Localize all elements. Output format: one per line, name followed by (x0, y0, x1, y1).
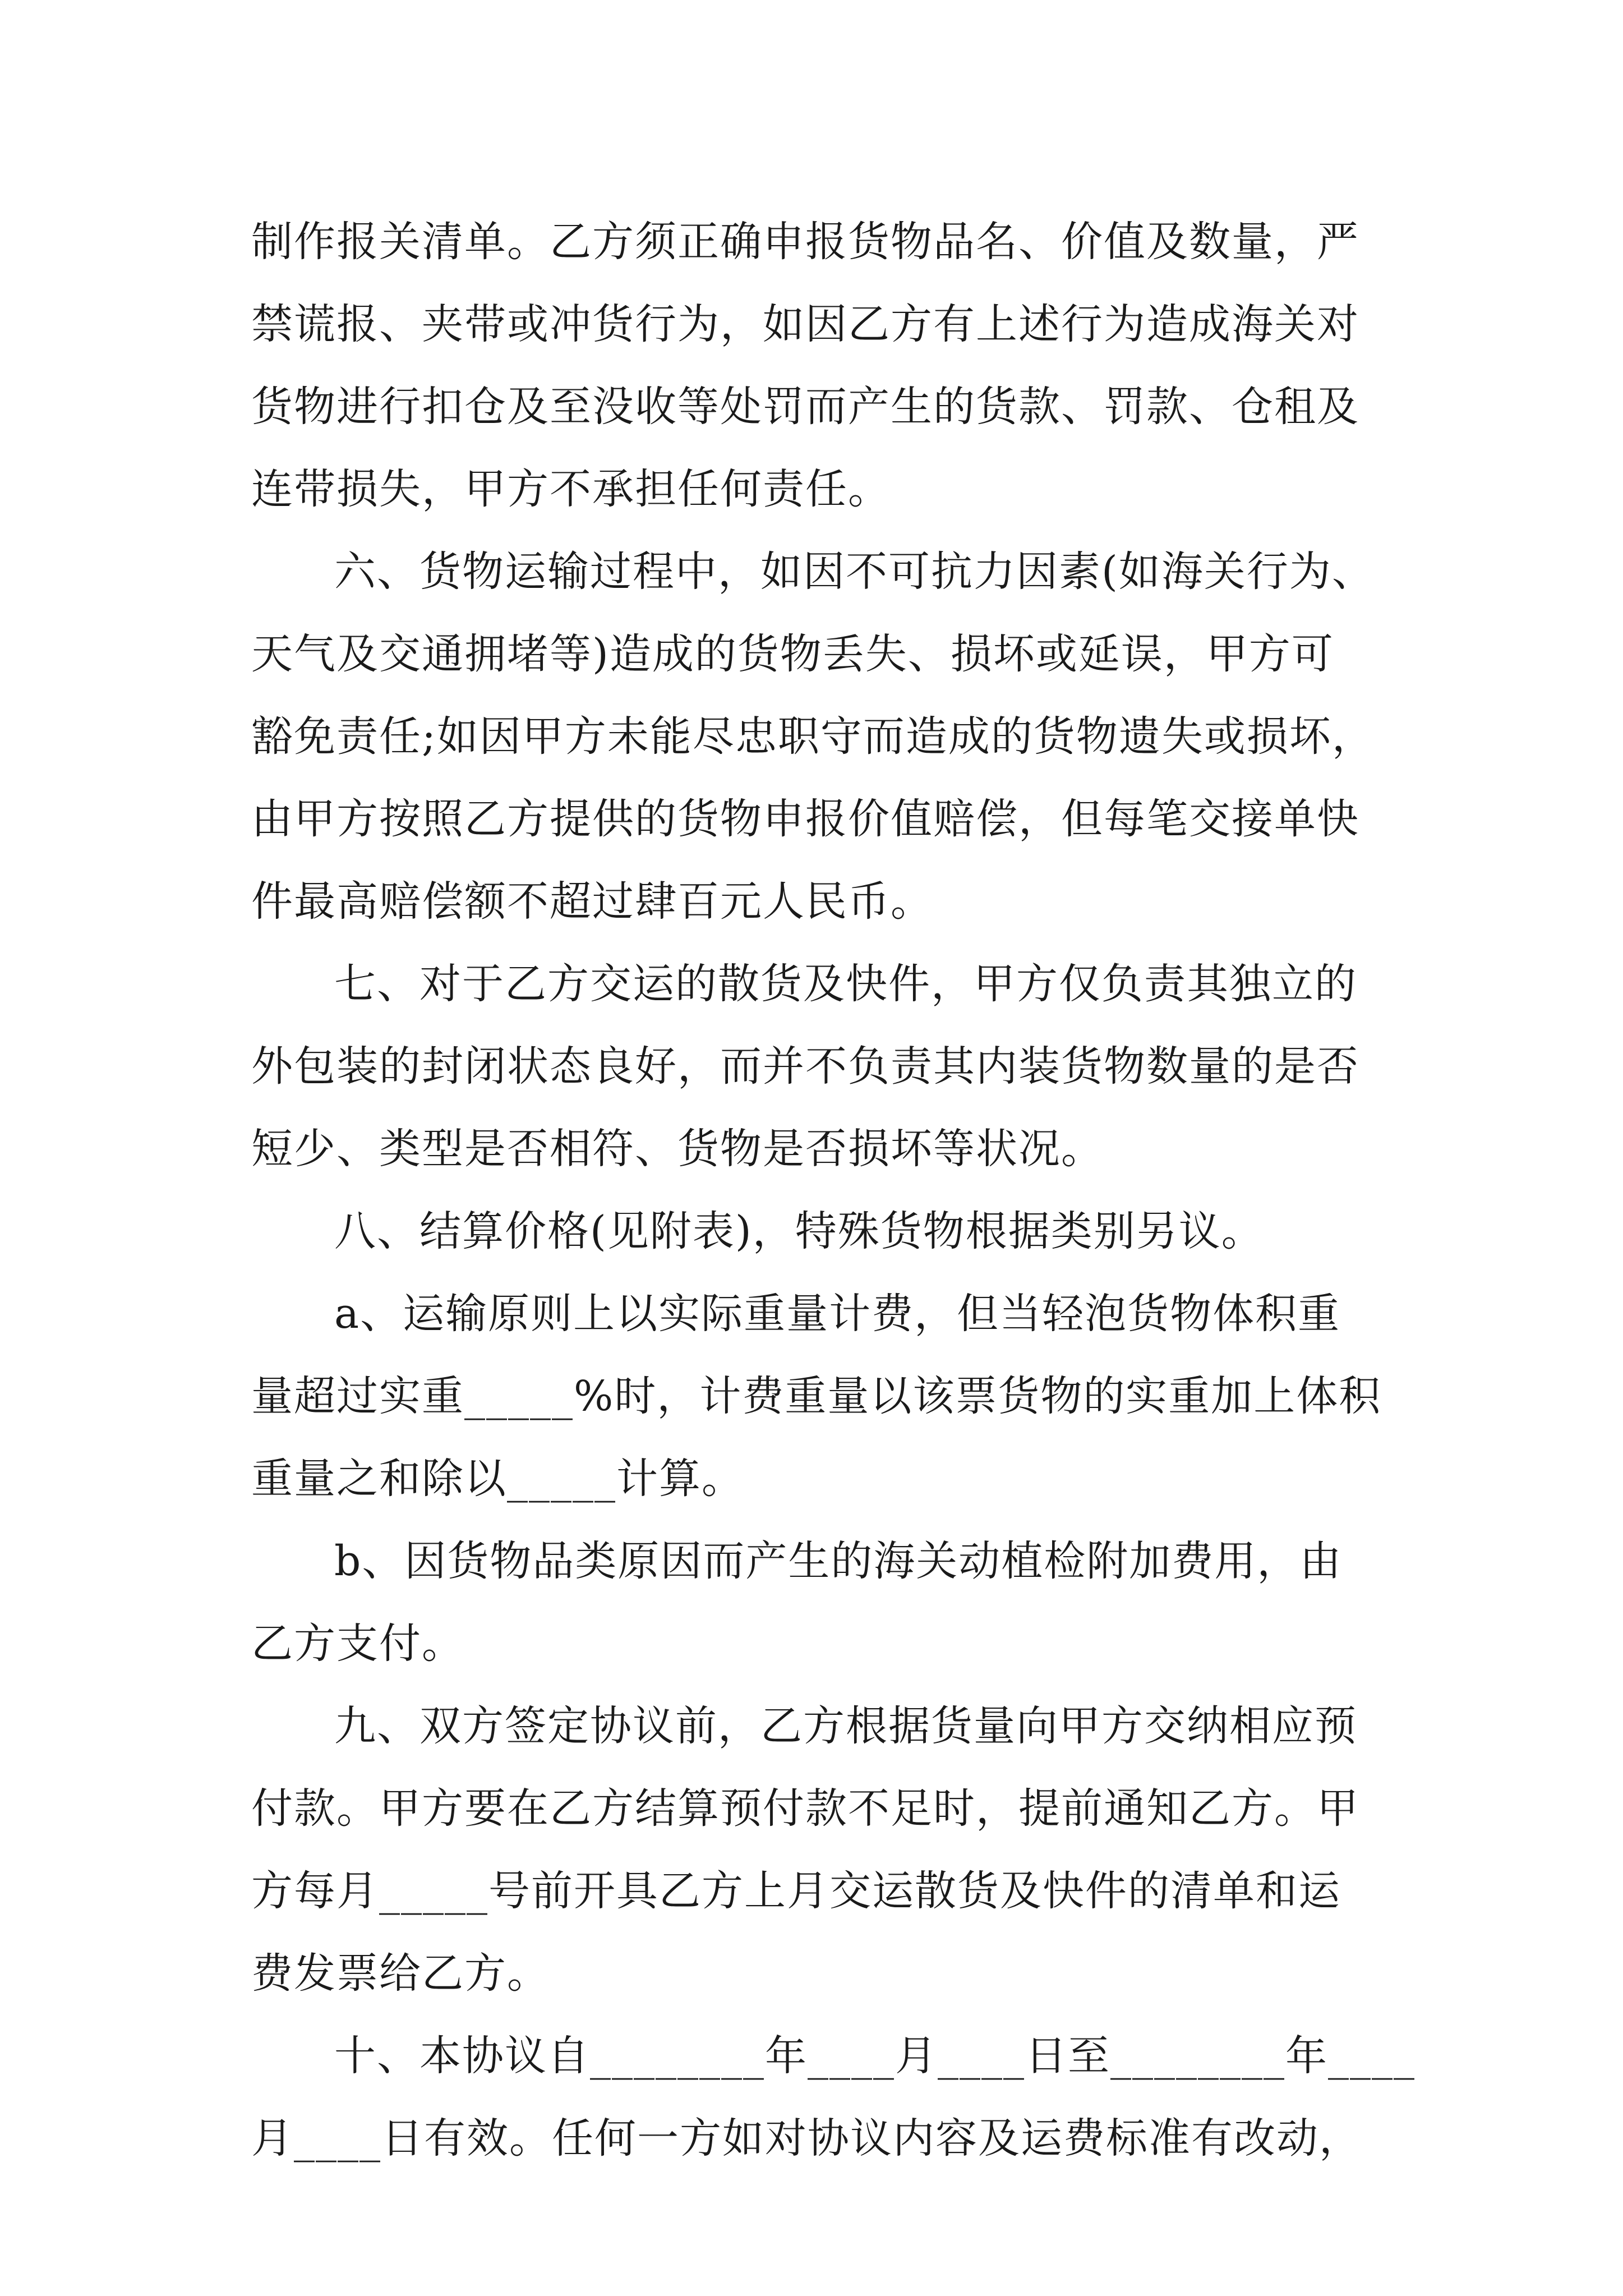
text-line: 短少、类型是否相符、货物是否损坏等状况。 (251, 1125, 1104, 1173)
text-line: 量超过实重_____%时，计费重量以该票货物的实重加上体积 (251, 1372, 1382, 1420)
text-line: 天气及交通拥堵等)造成的货物丢失、损坏或延误，甲方可 (251, 630, 1334, 678)
paragraph-eight (251, 1190, 1373, 1273)
text-line: 连带损失，甲方不承担任何责任。 (251, 465, 891, 513)
text-line: 九、双方签定协议前，乙方根据货量向甲方交纳相应预 (334, 1702, 1357, 1750)
text-line: b、因货物品类原因而产生的海关动植检附加费用，由 (334, 1537, 1343, 1585)
text-line: 十、本协议自________年____月____日至________年____ (334, 2032, 1415, 2080)
paragraph-seven (251, 943, 1373, 1190)
text-line: 七、对于乙方交运的散货及快件，甲方仅负责其独立的 (334, 960, 1357, 1008)
text-line: 费发票给乙方。 (251, 1949, 550, 1998)
paragraph-ten (251, 2015, 1415, 2180)
text-line: 月____日有效。任何一方如对协议内容及运费标准有改动， (251, 2114, 1362, 2162)
text-line: 禁谎报、夹带或冲货行为，如因乙方有上述行为造成海关对 (251, 300, 1359, 348)
text-line: 货物进行扣仓及至没收等处罚而产生的货款、罚款、仓租及 (251, 383, 1359, 431)
paragraph-customs (251, 201, 1373, 531)
text-line: 件最高赔偿额不超过肆百元人民币。 (251, 877, 933, 926)
text-line: a、运输原则上以实际重量计费，但当轻泡货物体积重 (334, 1290, 1341, 1338)
paragraph-six (251, 531, 1373, 943)
text-line: 六、货物运输过程中，如因不可抗力因素(如海关行为、 (334, 547, 1375, 596)
text-line: 重量之和除以_____计算。 (251, 1455, 744, 1503)
text-line: 付款。甲方要在乙方结算预付款不足时，提前通知乙方。甲 (251, 1784, 1359, 1833)
text-line: 乙方支付。 (251, 1619, 464, 1668)
text-line: 制作报关清单。乙方须正确申报货物品名、价值及数量，严 (251, 218, 1359, 266)
text-line: 由甲方按照乙方提供的货物申报价值赔偿，但每笔交接单快 (251, 795, 1359, 843)
text-line: 八、结算价格(见附表)，特殊货物根据类别另议。 (334, 1207, 1264, 1255)
text-line: 外包装的封闭状态良好，而并不负责其内装货物数量的是否 (251, 1042, 1359, 1091)
text-line: 方每月_____号前开具乙方上月交运散货及快件的清单和运 (251, 1867, 1341, 1915)
paragraph-eight-b (251, 1520, 1373, 1685)
document-body (251, 201, 1415, 2180)
text-line: 豁免责任;如因甲方未能尽忠职守而造成的货物遗失或损坏， (251, 712, 1375, 761)
paragraph-eight-a (251, 1273, 1382, 1520)
paragraph-nine (251, 1685, 1373, 2015)
